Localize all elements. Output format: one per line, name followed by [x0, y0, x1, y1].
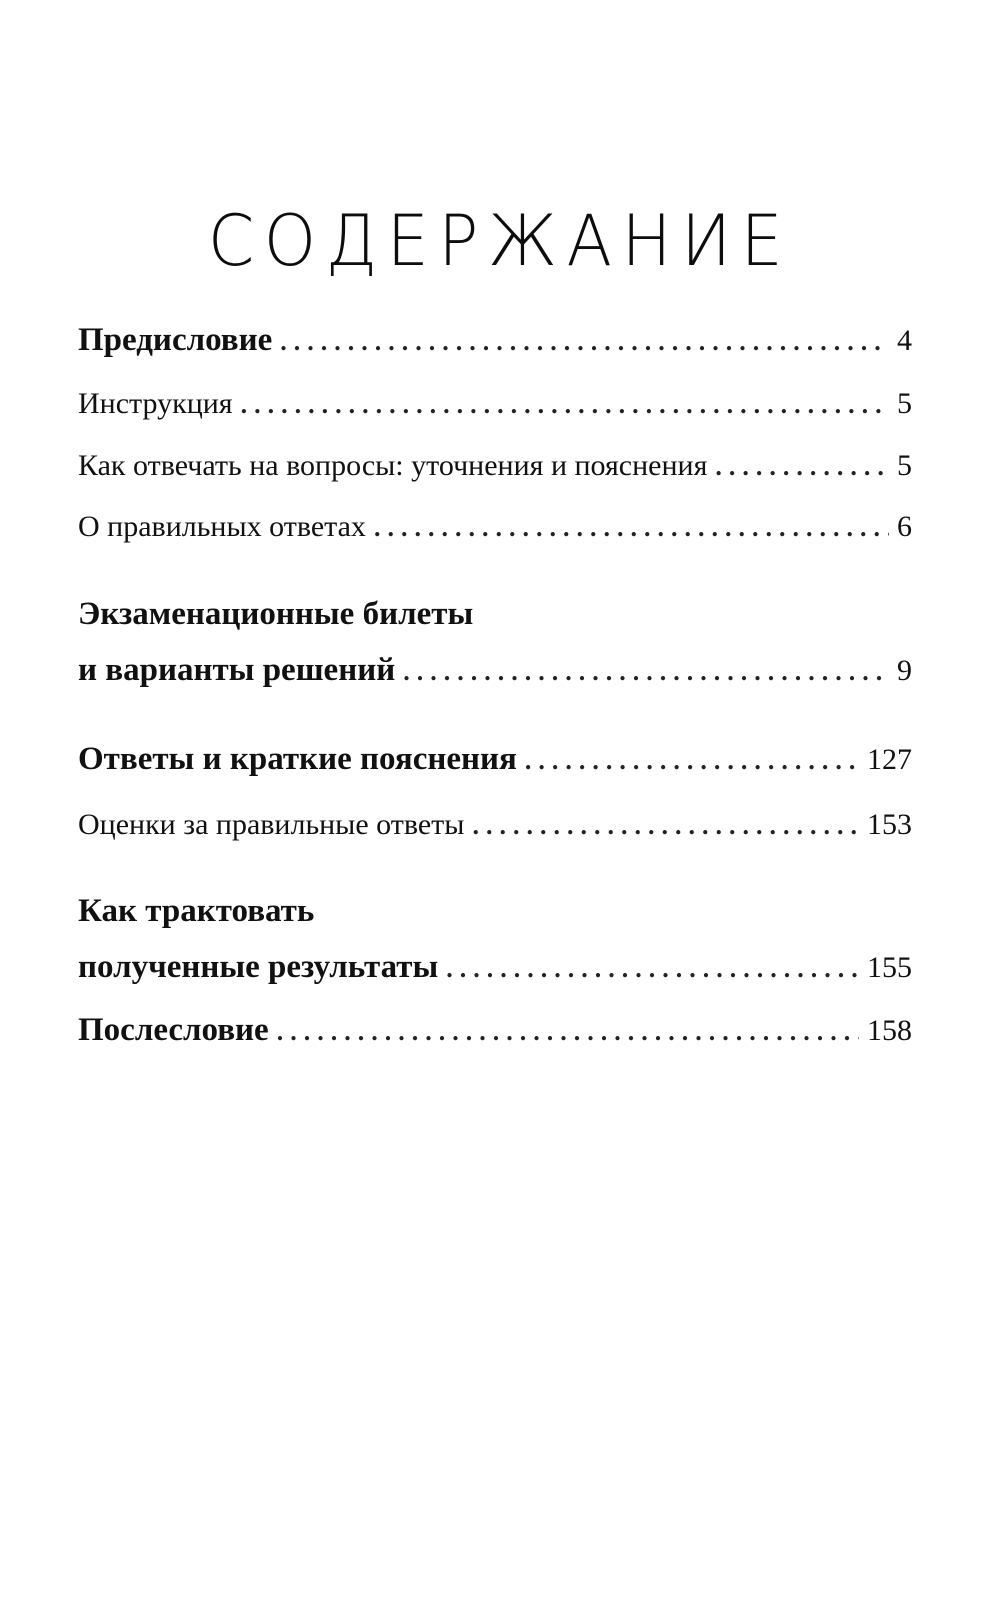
dot-leader: [280, 327, 889, 357]
toc-entry-label: Оценки за правильные ответы: [78, 808, 465, 841]
toc-entry-label: Как отвечать на вопросы: уточнения и пояснения: [78, 449, 708, 482]
toc-entry-label: Инструкция: [78, 387, 233, 420]
dot-leader: [241, 390, 889, 420]
toc-page-number: 6: [897, 510, 912, 543]
toc-page-number: 127: [867, 743, 912, 776]
toc-page-number: 5: [897, 449, 912, 482]
toc-entry-how-to-answer[interactable]: [78, 449, 912, 483]
dot-leader: [715, 452, 889, 482]
dot-leader: [472, 811, 859, 841]
page-title: СОДЕРЖАНИЕ: [207, 200, 793, 282]
toc-entry-label: Послесловие: [78, 1012, 269, 1048]
toc-page-number: 4: [897, 324, 912, 357]
toc-entry-label: Предисловие: [78, 322, 273, 358]
toc-page-number: 158: [867, 1014, 912, 1047]
toc-entry-preface[interactable]: [78, 322, 912, 359]
dot-leader: [403, 657, 889, 687]
dot-leader: [446, 954, 859, 984]
toc-entry-exam-tickets[interactable]: [78, 652, 912, 689]
toc-entry-grades[interactable]: [78, 808, 912, 842]
toc-entry-label: полученные результаты: [78, 949, 439, 985]
toc-entry-interpret-line1[interactable]: Как трактовать: [78, 893, 315, 929]
dot-leader: [277, 1017, 859, 1047]
toc-entry-correct-answers[interactable]: [78, 510, 912, 544]
dot-leader: [525, 746, 859, 776]
toc-entry-instruction[interactable]: [78, 387, 912, 421]
toc-entry-interpret[interactable]: [78, 949, 912, 986]
toc-entry-exam-tickets-line1[interactable]: Экзаменационные билеты: [78, 596, 474, 632]
toc-page-number: 155: [867, 951, 912, 984]
toc-entry-label: О правильных ответах: [78, 510, 366, 543]
dot-leader: [374, 513, 889, 543]
toc-page-number: 9: [897, 654, 912, 687]
toc-entry-afterword[interactable]: [78, 1012, 912, 1049]
toc-page-number: 5: [897, 387, 912, 420]
toc-entry-answers[interactable]: [78, 741, 912, 778]
toc-page-number: 153: [867, 808, 912, 841]
toc-entry-label: Ответы и краткие пояснения: [78, 741, 517, 777]
toc-entry-label: и варианты решений: [78, 652, 396, 688]
